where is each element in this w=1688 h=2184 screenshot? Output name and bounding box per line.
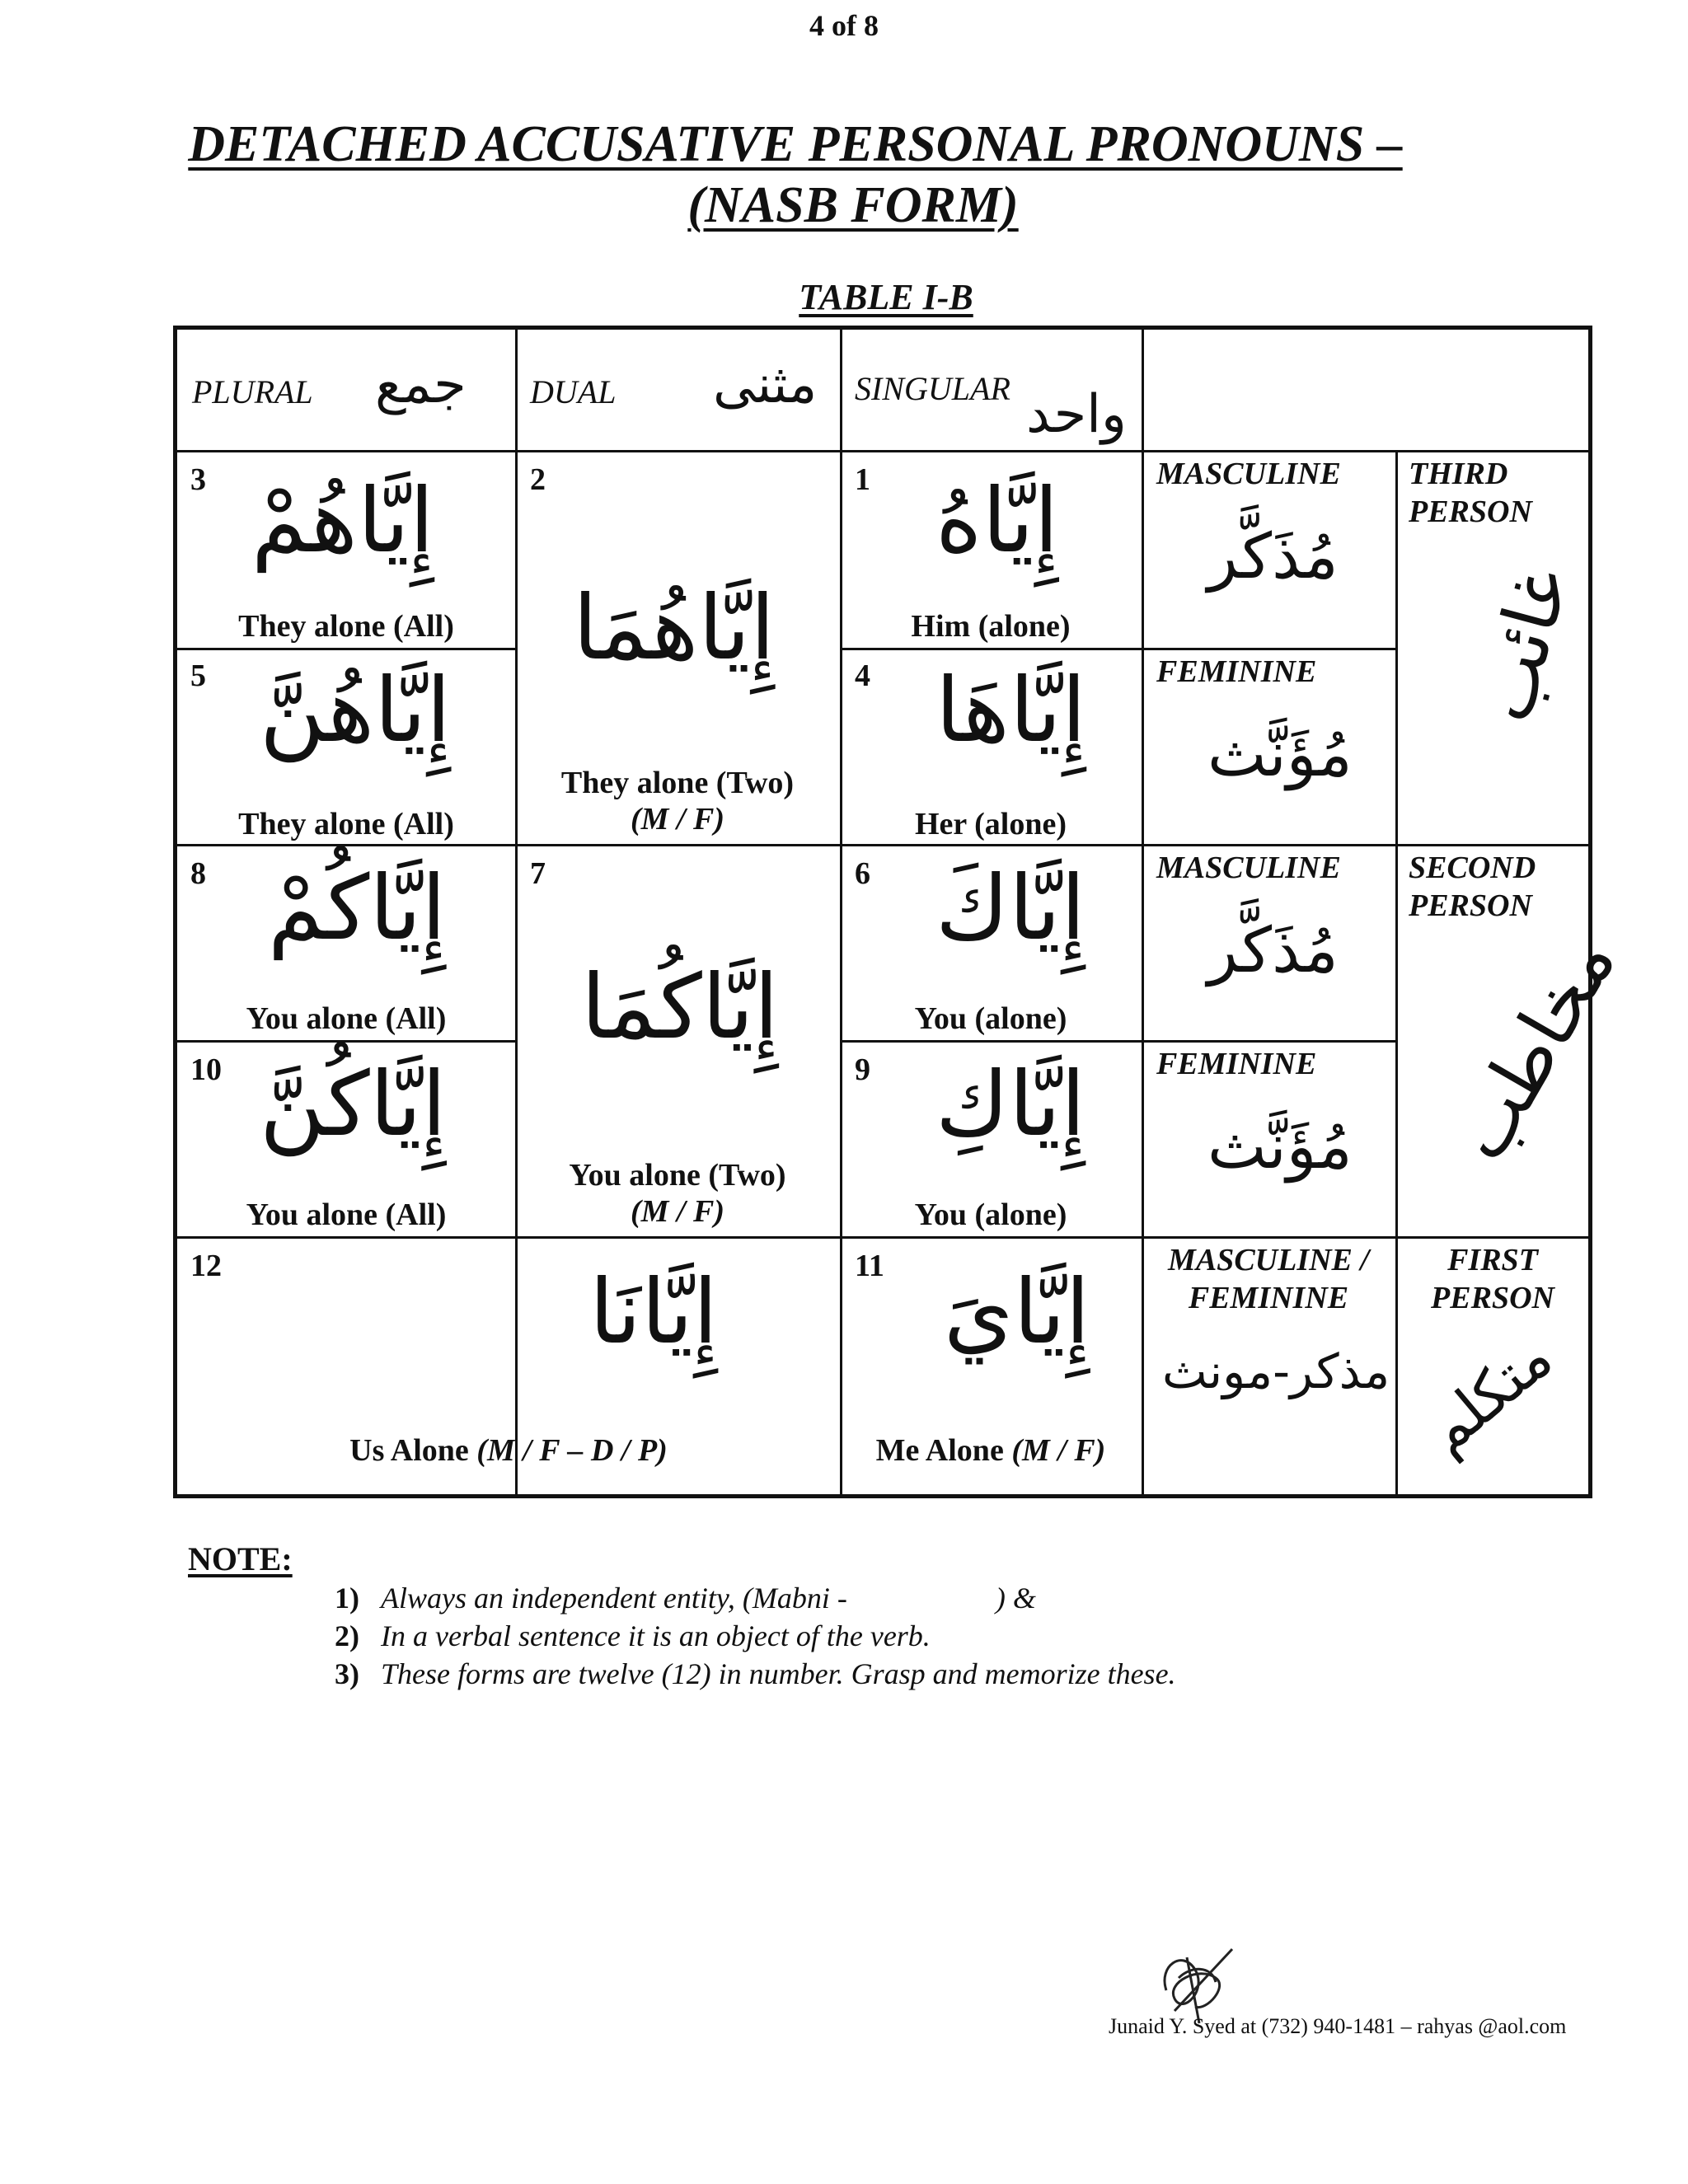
note-text: In a verbal sentence it is an object of the verb. — [381, 1619, 931, 1652]
pronoun-meaning: Her (alone) — [915, 807, 1067, 841]
header-singular: SINGULAR — [855, 370, 1010, 407]
person-third-line1: THIRD — [1409, 457, 1508, 491]
pronoun-arabic: إِيَّاكُمَا — [581, 956, 779, 1059]
header-dual: DUAL — [530, 373, 617, 410]
caption-text: Me Alone — [875, 1433, 1004, 1468]
pronoun-meaning — [515, 1157, 840, 1230]
category-line1: MASCULINE / — [1168, 1243, 1369, 1277]
pronoun-meaning: You (alone) — [914, 1197, 1067, 1232]
person-third-line2: PERSON — [1409, 494, 1532, 529]
person-second — [1409, 849, 1536, 925]
cell-number: 5 — [190, 658, 206, 693]
cell-number: 1 — [855, 462, 870, 497]
header-plural-arabic: جمع — [375, 354, 467, 415]
notes-heading: NOTE: — [188, 1540, 293, 1577]
pronoun-arabic: إِيَّاهُ — [935, 470, 1059, 573]
header-singular-arabic: واحد — [1026, 384, 1127, 445]
note-item — [335, 1619, 931, 1653]
pronoun-meaning: Him (alone) — [911, 609, 1071, 644]
note-text: These forms are twelve (12) in number. Grasp and memorize these. — [381, 1657, 1176, 1690]
pronoun-meaning: You alone (All) — [246, 1197, 447, 1232]
col-divider — [1395, 450, 1398, 1498]
row-divider — [840, 1040, 1395, 1043]
cell-number: 9 — [855, 1052, 870, 1087]
category-masculine: MASCULINE — [1156, 457, 1341, 491]
person-second-line2: PERSON — [1409, 888, 1532, 923]
pronoun-arabic: إِيَّانَا — [589, 1261, 718, 1364]
pronoun-meaning: They alone (All) — [238, 807, 454, 841]
title-line-1: DETACHED ACCUSATIVE PERSONAL PRONOUNS – — [188, 116, 1403, 172]
person-second-line1: SECOND — [1409, 851, 1536, 885]
pronoun-arabic: إِيَّاكُنَّ — [260, 1053, 447, 1156]
category-feminine: FEMININE — [1156, 1047, 1317, 1081]
cell-number: 8 — [190, 856, 206, 891]
col-divider — [515, 330, 518, 1498]
pronoun-meaning: You alone (All) — [246, 1001, 447, 1036]
pronoun-arabic: إِيَّايَ — [944, 1261, 1090, 1364]
row-divider — [177, 450, 1590, 452]
note-item — [335, 1581, 1036, 1615]
person-third — [1409, 455, 1532, 531]
cell-number: 3 — [190, 462, 206, 497]
pronoun-meaning — [177, 1432, 840, 1469]
caption-gender: (M / F) — [631, 802, 724, 837]
note-number: 3) — [335, 1657, 359, 1690]
note-number: 2) — [335, 1619, 359, 1652]
caption-text: You alone (Two) — [569, 1158, 786, 1193]
category-masc-fem-arabic: مذكر-مونث — [1162, 1343, 1390, 1399]
row-divider — [177, 844, 1590, 846]
category-masc-fem — [1142, 1241, 1395, 1317]
pronoun-meaning — [515, 765, 840, 837]
caption-gender: (M / F – D / P) — [476, 1433, 668, 1468]
category-masculine: MASCULINE — [1156, 851, 1341, 885]
pronoun-arabic: إِيَّاهُمَا — [573, 577, 776, 680]
pronoun-meaning — [840, 1432, 1142, 1469]
category-masculine-arabic: مُذَكَّر — [1207, 519, 1339, 593]
pronoun-table — [173, 326, 1633, 1498]
category-line2: FEMININE — [1188, 1281, 1349, 1315]
caption-gender: (M / F) — [631, 1194, 724, 1229]
header-dual-arabic: مثنى — [713, 354, 818, 415]
cell-number: 11 — [855, 1249, 884, 1283]
pronoun-arabic: إِيَّاكَ — [935, 857, 1085, 960]
row-divider — [177, 648, 515, 650]
cell-number: 12 — [190, 1249, 222, 1283]
pronoun-arabic: إِيَّاهُمْ — [251, 470, 434, 573]
row-divider — [840, 648, 1395, 650]
caption-text: Us Alone — [349, 1433, 469, 1468]
person-second-arabic: مخاطب — [1436, 922, 1633, 1175]
col-divider — [1142, 330, 1144, 1498]
cell-number: 7 — [530, 856, 546, 891]
document-title — [0, 114, 1591, 236]
page-number: 4 of 8 — [809, 9, 879, 42]
pronoun-meaning: They alone (All) — [238, 609, 454, 644]
pronoun-arabic: إِيَّاهُنَّ — [260, 659, 452, 762]
category-masculine-arabic: مُذَكَّر — [1207, 913, 1339, 987]
pronoun-arabic: إِيَّاهَا — [935, 659, 1086, 762]
person-third-arabic: غائب — [1461, 559, 1586, 731]
category-feminine-arabic: مُؤَنَّث — [1207, 717, 1353, 790]
row-divider — [177, 1236, 1590, 1239]
person-first-line1: FIRST — [1447, 1243, 1538, 1277]
pronoun-meaning: You (alone) — [914, 1001, 1067, 1036]
cell-number: 10 — [190, 1052, 222, 1087]
col-divider — [840, 330, 842, 1498]
note-number: 1) — [335, 1582, 359, 1615]
person-first-line2: PERSON — [1431, 1281, 1554, 1315]
caption-gender: (M / F) — [1011, 1433, 1106, 1468]
cell-number: 2 — [530, 462, 546, 497]
note-item — [335, 1657, 1176, 1691]
header-plural: PLURAL — [192, 373, 313, 410]
person-first — [1395, 1241, 1590, 1317]
footer-contact: Junaid Y. Syed at (732) 940-1481 – rahyas @aol.com — [1109, 2014, 1567, 2038]
pronoun-arabic: إِيَّاكِ — [935, 1053, 1085, 1156]
pronoun-arabic: إِيَّاكُمْ — [268, 857, 447, 960]
caption-text: They alone (Two) — [560, 766, 795, 800]
note-text: Always an independent entity, (Mabni - ) & — [381, 1582, 1036, 1615]
category-feminine-arabic: مُؤَنَّث — [1207, 1109, 1353, 1183]
category-feminine: FEMININE — [1156, 654, 1317, 689]
cell-number: 4 — [855, 658, 870, 693]
table-caption: TABLE I-B — [799, 277, 973, 317]
row-divider — [177, 1040, 515, 1043]
person-first-arabic: متكلم — [1412, 1322, 1565, 1467]
title-line-2: (NASB FORM) — [687, 177, 1019, 233]
cell-number: 6 — [855, 856, 870, 891]
